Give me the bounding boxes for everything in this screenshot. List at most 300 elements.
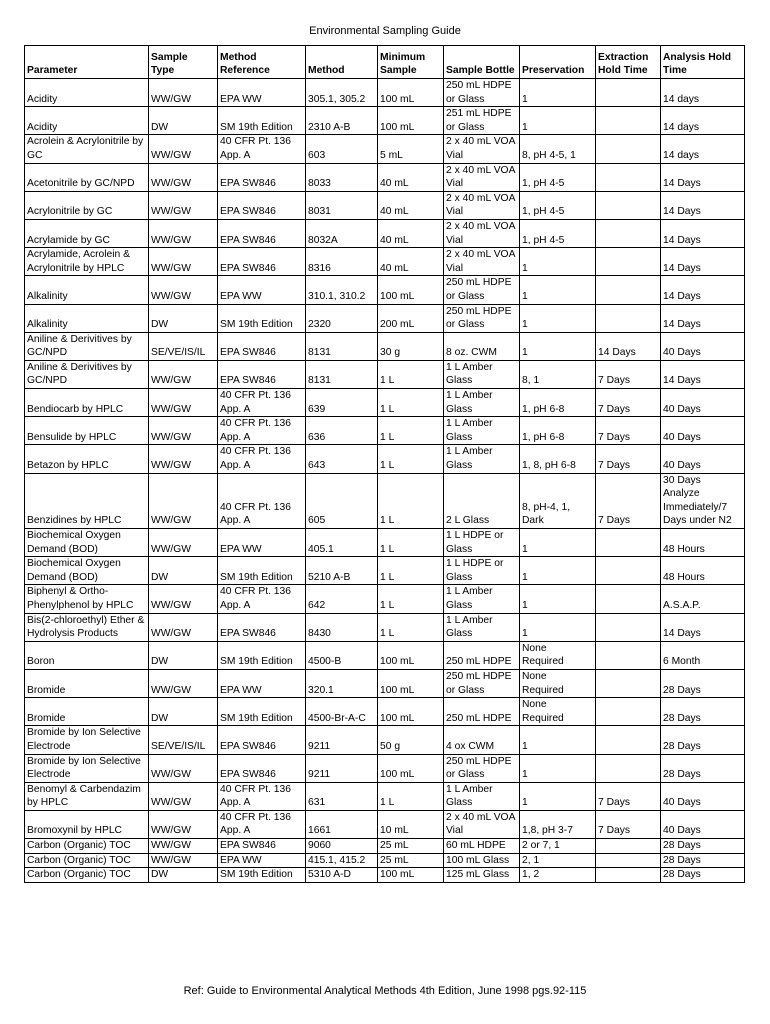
table-cell: 14 Days <box>596 332 661 360</box>
table-row <box>25 304 745 332</box>
table-cell <box>596 868 661 883</box>
table-cell: EPA SW846 <box>218 360 306 388</box>
table-cell: 1, 2 <box>520 868 596 883</box>
table-cell: 7 Days <box>596 810 661 838</box>
table-cell: 14 Days <box>661 613 745 641</box>
table-cell: 5310 A-D <box>306 868 378 883</box>
table-cell: 50 g <box>378 726 444 754</box>
table-cell: 125 mL Glass <box>444 868 520 883</box>
table-row <box>25 698 745 726</box>
table-cell: 14 days <box>661 107 745 135</box>
table-cell: WW/GW <box>149 360 218 388</box>
table-cell: 1 L HDPE or Glass <box>444 529 520 557</box>
table-cell: 40 mL <box>378 163 444 191</box>
table-row <box>25 417 745 445</box>
sampling-guide-table <box>24 45 745 883</box>
table-cell <box>596 304 661 332</box>
table-cell: 1, pH 4-5 <box>520 219 596 247</box>
table-cell: WW/GW <box>149 191 218 219</box>
table-cell: DW <box>149 868 218 883</box>
table-row <box>25 332 745 360</box>
table-cell: 1 <box>520 782 596 810</box>
table-cell <box>596 135 661 163</box>
document-title: Environmental Sampling Guide <box>309 25 461 37</box>
table-cell: SM 19th Edition <box>218 698 306 726</box>
table-cell: 8, pH 4-5, 1 <box>520 135 596 163</box>
table-cell: 14 Days <box>661 163 745 191</box>
table-cell: WW/GW <box>149 79 218 107</box>
table-cell: 1 L <box>378 782 444 810</box>
table-cell: DW <box>149 304 218 332</box>
table-cell <box>596 248 661 276</box>
table-cell: 405.1 <box>306 529 378 557</box>
column-header: Method <box>306 46 378 79</box>
table-cell: 1 <box>520 248 596 276</box>
table-cell: DW <box>149 698 218 726</box>
table-cell: Bromide <box>25 698 149 726</box>
table-cell: Acrolein & Acrylonitrile by GC <box>25 135 149 163</box>
table-cell: DW <box>149 557 218 585</box>
table-cell: 4 ox CWM <box>444 726 520 754</box>
table-cell: Bromide <box>25 669 149 697</box>
table-cell: 1 L <box>378 445 444 473</box>
table-cell: WW/GW <box>149 276 218 304</box>
table-cell: 643 <box>306 445 378 473</box>
table-cell: EPA SW846 <box>218 163 306 191</box>
table-cell: 250 mL HDPE or Glass <box>444 754 520 782</box>
table-cell: EPA WW <box>218 669 306 697</box>
table-cell: 603 <box>306 135 378 163</box>
table-cell: 642 <box>306 585 378 613</box>
table-cell <box>596 163 661 191</box>
table-row <box>25 641 745 669</box>
table-row <box>25 163 745 191</box>
table-cell: Benzidines by HPLC <box>25 473 149 528</box>
table-cell: 40 Days <box>661 389 745 417</box>
table-cell: WW/GW <box>149 445 218 473</box>
table-cell: 605 <box>306 473 378 528</box>
table-cell <box>596 557 661 585</box>
table-cell: 1, pH 4-5 <box>520 191 596 219</box>
table-cell: WW/GW <box>149 248 218 276</box>
table-cell: 40 mL <box>378 219 444 247</box>
table-cell: 40 mL <box>378 191 444 219</box>
table-cell: WW/GW <box>149 473 218 528</box>
table-cell: 14 Days <box>661 191 745 219</box>
column-header: Preservation <box>520 46 596 79</box>
table-cell: 1 L Amber Glass <box>444 613 520 641</box>
table-cell: 14 Days <box>661 360 745 388</box>
table-cell: EPA SW846 <box>218 839 306 854</box>
table-cell: 40 CFR Pt. 136 App. A <box>218 389 306 417</box>
table-cell: 14 days <box>661 135 745 163</box>
table-cell: 200 mL <box>378 304 444 332</box>
table-cell: SM 19th Edition <box>218 304 306 332</box>
table-cell: 1 L <box>378 613 444 641</box>
table-cell: Biochemical Oxygen Demand (BOD) <box>25 529 149 557</box>
table-cell: Aniline & Derivitives by GC/NPD <box>25 332 149 360</box>
table-cell: 2310 A-B <box>306 107 378 135</box>
table-cell <box>596 754 661 782</box>
table-cell: 28 Days <box>661 839 745 854</box>
table-cell: Bromoxynil by HPLC <box>25 810 149 838</box>
table-cell: 1661 <box>306 810 378 838</box>
table-cell: Boron <box>25 641 149 669</box>
table-row <box>25 839 745 854</box>
table-cell: Acrylonitrile by GC <box>25 191 149 219</box>
table-cell: 4500-Br-A-C <box>306 698 378 726</box>
table-row <box>25 107 745 135</box>
table-cell: 25 mL <box>378 839 444 854</box>
table-cell: 2 x 40 mL VOA Vial <box>444 135 520 163</box>
table-cell: EPA SW846 <box>218 726 306 754</box>
table-cell: EPA SW846 <box>218 332 306 360</box>
table-cell: 100 mL <box>378 868 444 883</box>
table-cell: EPA WW <box>218 276 306 304</box>
table-row <box>25 585 745 613</box>
table-cell: 1 <box>520 613 596 641</box>
table-cell: WW/GW <box>149 613 218 641</box>
column-header: Method Reference <box>218 46 306 79</box>
table-cell: 5 mL <box>378 135 444 163</box>
table-cell: 636 <box>306 417 378 445</box>
table-cell: 1 <box>520 529 596 557</box>
column-header: Parameter <box>25 46 149 79</box>
table-cell: 40 Days <box>661 332 745 360</box>
table-cell <box>596 839 661 854</box>
table-cell: 14 days <box>661 79 745 107</box>
table-cell: WW/GW <box>149 389 218 417</box>
table-cell: Acetonitrile by GC/NPD <box>25 163 149 191</box>
table-cell: 40 CFR Pt. 136 App. A <box>218 135 306 163</box>
table-cell: 415.1, 415.2 <box>306 853 378 868</box>
table-cell: 1, pH 6-8 <box>520 417 596 445</box>
table-cell: Carbon (Organic) TOC <box>25 853 149 868</box>
table-cell: 251 mL HDPE or Glass <box>444 107 520 135</box>
table-cell: WW/GW <box>149 529 218 557</box>
table-row <box>25 726 745 754</box>
table-cell: 8131 <box>306 360 378 388</box>
table-cell: 8, 1 <box>520 360 596 388</box>
table-cell: 100 mL <box>378 754 444 782</box>
column-header: Sample Type <box>149 46 218 79</box>
table-cell: 8131 <box>306 332 378 360</box>
table-cell: 1 <box>520 332 596 360</box>
table-cell: 10 mL <box>378 810 444 838</box>
table-cell: 100 mL Glass <box>444 853 520 868</box>
table-cell: 40 mL <box>378 248 444 276</box>
table-cell: 1, pH 6-8 <box>520 389 596 417</box>
table-cell: 30 Days Analyze Immediately/7 Days under N2 <box>661 473 745 528</box>
table-cell: WW/GW <box>149 417 218 445</box>
table-cell: WW/GW <box>149 782 218 810</box>
table-row <box>25 754 745 782</box>
table-cell: 8316 <box>306 248 378 276</box>
table-cell: 250 mL HDPE <box>444 698 520 726</box>
table-cell: 310.1, 310.2 <box>306 276 378 304</box>
table-cell: 40 CFR Pt. 136 App. A <box>218 782 306 810</box>
table-cell: EPA WW <box>218 529 306 557</box>
table-row <box>25 248 745 276</box>
table-cell: 1,8, pH 3-7 <box>520 810 596 838</box>
table-cell: WW/GW <box>149 810 218 838</box>
table-cell: 100 mL <box>378 107 444 135</box>
table-cell <box>596 641 661 669</box>
table-cell <box>596 107 661 135</box>
table-cell: 8 oz. CWM <box>444 332 520 360</box>
table-cell <box>596 529 661 557</box>
table-row <box>25 135 745 163</box>
table-body <box>25 79 745 883</box>
table-cell: 1 L Amber Glass <box>444 389 520 417</box>
table-cell: 28 Days <box>661 754 745 782</box>
table-cell: 2 x 40 mL VOA Vial <box>444 810 520 838</box>
table-cell: 28 Days <box>661 698 745 726</box>
table-cell: 2, 1 <box>520 853 596 868</box>
table-cell: WW/GW <box>149 754 218 782</box>
table-cell: 1 <box>520 304 596 332</box>
table-row <box>25 782 745 810</box>
table-cell: Biphenyl & Ortho- Phenylphenol by HPLC <box>25 585 149 613</box>
table-cell: 14 Days <box>661 304 745 332</box>
table-cell: 7 Days <box>596 473 661 528</box>
table-cell: 250 mL HDPE or Glass <box>444 79 520 107</box>
column-header: Minimum Sample <box>378 46 444 79</box>
table-cell: 7 Days <box>596 417 661 445</box>
table-cell: 1 L <box>378 417 444 445</box>
table-cell: 1 L <box>378 557 444 585</box>
table-cell: SM 19th Edition <box>218 107 306 135</box>
table-cell: Bromide by Ion Selective Electrode <box>25 726 149 754</box>
table-cell: 250 mL HDPE or Glass <box>444 276 520 304</box>
table-cell: 1 L Amber Glass <box>444 445 520 473</box>
table-cell: 40 Days <box>661 445 745 473</box>
table-row <box>25 557 745 585</box>
table-cell: 2 or 7, 1 <box>520 839 596 854</box>
table-cell: 250 mL HDPE or Glass <box>444 669 520 697</box>
table-cell: 305.1, 305.2 <box>306 79 378 107</box>
table-cell: 100 mL <box>378 276 444 304</box>
table-cell: 7 Days <box>596 360 661 388</box>
table-row <box>25 529 745 557</box>
table-cell: Carbon (Organic) TOC <box>25 868 149 883</box>
table-cell: 8430 <box>306 613 378 641</box>
table-cell: 1 L <box>378 585 444 613</box>
table-cell: EPA SW846 <box>218 613 306 641</box>
table-cell: 2 x 40 mL VOA Vial <box>444 191 520 219</box>
table-cell: DW <box>149 107 218 135</box>
table-cell: 28 Days <box>661 669 745 697</box>
table-cell: 8, pH-4, 1, Dark <box>520 473 596 528</box>
table-cell <box>596 669 661 697</box>
table-cell: WW/GW <box>149 839 218 854</box>
table-cell: A.S.A.P. <box>661 585 745 613</box>
table-cell: 1 <box>520 276 596 304</box>
table-cell: Acrylamide, Acrolein & Acrylonitrile by HPLC <box>25 248 149 276</box>
table-cell: 1 <box>520 107 596 135</box>
table-cell: 1 <box>520 754 596 782</box>
table-cell: 1 L Amber Glass <box>444 360 520 388</box>
table-cell: Benomyl & Carbendazim by HPLC <box>25 782 149 810</box>
table-cell: Alkalinity <box>25 276 149 304</box>
table-cell: SM 19th Edition <box>218 641 306 669</box>
table-cell: EPA WW <box>218 853 306 868</box>
table-cell: 2 x 40 mL VOA Vial <box>444 248 520 276</box>
table-cell <box>596 79 661 107</box>
table-cell: Bis(2-chloroethyl) Ether & Hydrolysis Products <box>25 613 149 641</box>
table-cell <box>596 726 661 754</box>
table-cell: 25 mL <box>378 853 444 868</box>
table-cell: 9060 <box>306 839 378 854</box>
table-cell: None Required <box>520 641 596 669</box>
column-header: Extraction Hold Time <box>596 46 661 79</box>
table-cell: SE/VE/IS/IL <box>149 332 218 360</box>
table-cell: None Required <box>520 669 596 697</box>
table-row <box>25 810 745 838</box>
table-cell: DW <box>149 641 218 669</box>
table-cell: 2 L Glass <box>444 473 520 528</box>
table-cell: 100 mL <box>378 79 444 107</box>
table-cell: 6 Month <box>661 641 745 669</box>
table-cell: 8032A <box>306 219 378 247</box>
table-cell: 1 L Amber Glass <box>444 417 520 445</box>
table-cell: Alkalinity <box>25 304 149 332</box>
table-cell: Bensulide by HPLC <box>25 417 149 445</box>
table-cell: Carbon (Organic) TOC <box>25 839 149 854</box>
table-cell: 100 mL <box>378 669 444 697</box>
table-cell <box>596 853 661 868</box>
table-row <box>25 191 745 219</box>
table-row <box>25 79 745 107</box>
table-cell: 48 Hours <box>661 557 745 585</box>
table-row <box>25 473 745 528</box>
table-cell: Biochemical Oxygen Demand (BOD) <box>25 557 149 585</box>
table-cell: 250 mL HDPE or Glass <box>444 304 520 332</box>
table-cell: 1 L <box>378 389 444 417</box>
table-cell: SM 19th Edition <box>218 868 306 883</box>
table-cell: 1 <box>520 79 596 107</box>
table-row <box>25 276 745 304</box>
table-cell: WW/GW <box>149 669 218 697</box>
table-cell: 1, pH 4-5 <box>520 163 596 191</box>
table-row <box>25 445 745 473</box>
table-cell: 1 <box>520 557 596 585</box>
table-cell: 2 x 40 mL VOA Vial <box>444 163 520 191</box>
table-cell: Aniline & Derivitives by GC/NPD <box>25 360 149 388</box>
table-header-row <box>25 46 745 79</box>
table-cell: 250 mL HDPE <box>444 641 520 669</box>
table-cell: 9211 <box>306 754 378 782</box>
table-cell: 5210 A-B <box>306 557 378 585</box>
table-cell: 7 Days <box>596 782 661 810</box>
table-cell: EPA SW846 <box>218 219 306 247</box>
table-cell: EPA SW846 <box>218 191 306 219</box>
table-cell: 14 Days <box>661 276 745 304</box>
table-cell: 100 mL <box>378 641 444 669</box>
table-cell: 30 g <box>378 332 444 360</box>
table-cell: 100 mL <box>378 698 444 726</box>
table-cell: 631 <box>306 782 378 810</box>
table-cell: 320.1 <box>306 669 378 697</box>
table-cell <box>596 191 661 219</box>
table-cell: 8031 <box>306 191 378 219</box>
table-cell: 1 L <box>378 529 444 557</box>
table-cell: WW/GW <box>149 163 218 191</box>
table-cell <box>596 698 661 726</box>
table-cell: 28 Days <box>661 868 745 883</box>
table-cell: EPA WW <box>218 79 306 107</box>
table-cell: 639 <box>306 389 378 417</box>
table-cell: None Required <box>520 698 596 726</box>
table-cell: 48 Hours <box>661 529 745 557</box>
table-cell: EPA SW846 <box>218 248 306 276</box>
table-cell: 40 CFR Pt. 136 App. A <box>218 473 306 528</box>
table-cell: 14 Days <box>661 248 745 276</box>
table-row <box>25 669 745 697</box>
table-cell <box>596 585 661 613</box>
table-cell: 4500-B <box>306 641 378 669</box>
table-cell: 1 L Amber Glass <box>444 782 520 810</box>
table-row <box>25 613 745 641</box>
table-cell: 28 Days <box>661 853 745 868</box>
reference-footnote: Ref: Guide to Environmental Analytical Methods 4th Edition, June 1998 pgs.92-115 <box>183 985 587 997</box>
table-cell: Acidity <box>25 107 149 135</box>
table-cell: 40 Days <box>661 417 745 445</box>
column-header: Sample Bottle <box>444 46 520 79</box>
table-cell: WW/GW <box>149 585 218 613</box>
table-cell: SE/VE/IS/IL <box>149 726 218 754</box>
table-cell: WW/GW <box>149 135 218 163</box>
table-cell: 1 L <box>378 360 444 388</box>
table-cell: 40 CFR Pt. 136 App. A <box>218 810 306 838</box>
table-cell: SM 19th Edition <box>218 557 306 585</box>
table-cell: 9211 <box>306 726 378 754</box>
table-cell: 14 Days <box>661 219 745 247</box>
table-cell: Acidity <box>25 79 149 107</box>
table-cell: Acrylamide by GC <box>25 219 149 247</box>
table-cell: WW/GW <box>149 853 218 868</box>
table-cell: Bromide by Ion Selective Electrode <box>25 754 149 782</box>
table-cell: 1 L <box>378 473 444 528</box>
table-cell <box>596 613 661 641</box>
table-cell <box>596 219 661 247</box>
table-cell: 40 Days <box>661 782 745 810</box>
table-cell: 40 Days <box>661 810 745 838</box>
table-cell: EPA SW846 <box>218 754 306 782</box>
table-row <box>25 389 745 417</box>
table-cell: 60 mL HDPE <box>444 839 520 854</box>
table-cell: Betazon by HPLC <box>25 445 149 473</box>
table-row <box>25 360 745 388</box>
table-cell: 1 <box>520 726 596 754</box>
column-header: Analysis Hold Time <box>661 46 745 79</box>
table-cell: 28 Days <box>661 726 745 754</box>
table-cell: 8033 <box>306 163 378 191</box>
table-cell: 1 <box>520 585 596 613</box>
table-row <box>25 868 745 883</box>
table-cell: 40 CFR Pt. 136 App. A <box>218 585 306 613</box>
table-cell: WW/GW <box>149 219 218 247</box>
table-cell <box>596 276 661 304</box>
table-cell: 40 CFR Pt. 136 App. A <box>218 417 306 445</box>
table-cell: Bendiocarb by HPLC <box>25 389 149 417</box>
table-cell: 40 CFR Pt. 136 App. A <box>218 445 306 473</box>
table-cell: 7 Days <box>596 389 661 417</box>
table-row <box>25 853 745 868</box>
table-cell: 1 L HDPE or Glass <box>444 557 520 585</box>
table-cell: 7 Days <box>596 445 661 473</box>
table-row <box>25 219 745 247</box>
